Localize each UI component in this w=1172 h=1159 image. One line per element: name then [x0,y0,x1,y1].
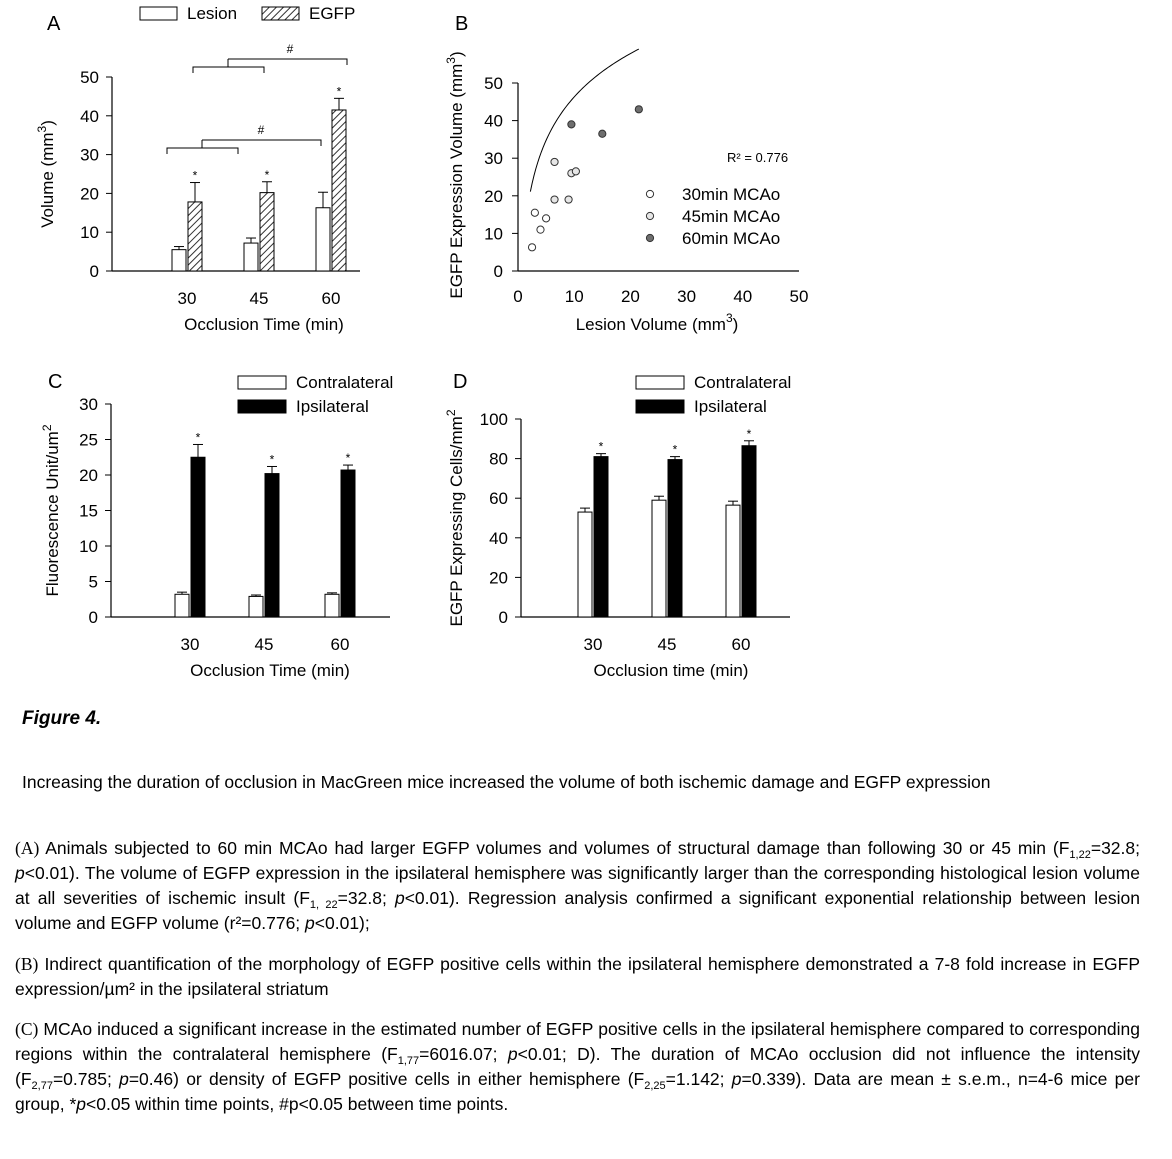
y-tick-label: 20 [80,184,99,204]
x-tick-label: 0 [513,287,523,306]
data-point-3 [635,106,642,113]
significance-mark: * [195,430,201,445]
x-axis-label: Occlusion Time (min) [184,315,344,334]
x-axis-label: Occlusion time (min) [593,661,749,680]
bar-lesion-30 [172,250,186,271]
significance-mark: * [746,426,752,441]
bar-egfp-30 [188,202,202,271]
bar-ipsilateral-45 [668,460,682,617]
paragraph-a-label: (A) [15,838,40,858]
bar-egfp-60 [332,110,346,271]
caption-paragraph-a: (A) Animals subjected to 60 min MCAo had larger EGFP volumes and volumes of structural damage than following 30 or 45 $\min (F_{1,22}=32.8$; p<0.01). The volume of EGFP expression in the ipsilateral hemisphere was significantly larger than the corresponding histological lesion volume at all severities of ischemic insult ($F_{1, 22}=32.8$; p<0.01). Regression analysis confirmed a significant exponential relationship between lesion volume and EGFP volume (r²=0.776; p<0.01); [15,838,1140,933]
bar-ipsilateral-30 [191,457,205,617]
x-tick-label: 45 [254,635,274,654]
panel-b [444,13,808,334]
bar-lesion-60 [316,208,330,271]
x-tick-label: 60 [321,289,341,308]
significance-mark: * [598,439,604,454]
legend-swatch-egfp [262,7,299,20]
x-tick-label: 40 [733,287,753,306]
y-tick-label: 30 [484,149,503,169]
x-tick-label: 30 [180,635,200,654]
data-point-1 [528,244,535,251]
y-tick-label: 50 [484,74,503,93]
x-tick-label: 50 [789,287,809,306]
panel-a [35,4,360,334]
significance-mark: * [264,167,270,182]
x-axis-label: Occlusion Time (min) [190,661,350,680]
legend-marker-2 [646,212,653,219]
legend-label-ipsilateral: Ipsilateral [694,397,767,416]
comparison-bracket [228,59,347,65]
legend-swatch-ipsilateral [636,400,684,413]
x-tick-label: 45 [249,289,269,308]
y-axis-label: Volume $(mm^3)$ [35,120,57,228]
data-point-1 [531,209,538,216]
y-tick-label: 100 [479,410,508,429]
figure-label: Figure 4. [22,708,102,729]
y-tick-label: 40 [489,528,508,548]
bar-egfp-45 [260,193,274,271]
regression-curve [530,49,638,192]
y-tick-label: 50 [80,68,99,87]
legend-swatch-lesion [140,7,177,20]
data-point-1 [543,215,550,222]
x-tick-label: 30 [177,289,197,308]
paragraph-b-label: (B) [15,954,39,974]
caption-paragraph-c: (C) MCAo induced a significant increase in the estimated number of EGFP positive cells in the ipsilateral hemisphere compared to corresponding regions within the contralateral hemisphere ($F_{1,77}=6016.07$; p<0.01; D). The duration of MCAo occlusion did not influence the intensity ($F_{2,77}=0.785$; p=0.46) or density of EGFP positive cells in either hemisphere ($F_{2,25}=1.142$; p=0.339). Data are mean ± s.e.m., n=4-6 mice per group, *p<0.05 within time points, #p<0.05 between time points. [15,1019,1140,1114]
y-axis-label: Fluorescence Unit/$um^2$ [40,424,62,597]
legend-label-ipsilateral: Ipsilateral [296,397,369,416]
legend-label-contralateral: Contralateral [296,373,394,392]
panel-letter: C [48,371,63,393]
y-tick-label: 0 [88,608,98,627]
x-tick-label: 10 [564,287,584,306]
data-point-1 [537,226,544,233]
x-tick-label: 30 [583,635,603,654]
y-axis-label: EGFP Expression Volume $(mm^3)$ [444,51,466,299]
bar-contralateral-45 [249,596,263,617]
panel-c [40,371,393,680]
comparison-bracket [202,140,321,146]
comparison-bracket [167,148,238,154]
y-axis-label: EGFP Expressing Cells/$mm^2$ [444,409,466,627]
panel-d [444,371,791,680]
paragraph-c-label: (C) [15,1019,39,1039]
significance-mark: * [192,168,198,183]
bar-contralateral-45 [652,500,666,617]
bar-contralateral-30 [578,512,592,617]
significance-mark: * [269,452,275,467]
y-tick-label: 25 [79,430,98,450]
y-tick-label: 0 [498,608,508,627]
y-tick-label: 10 [79,537,98,556]
y-tick-label: 10 [80,223,99,243]
data-point-2 [565,196,572,203]
significance-mark: * [336,84,342,99]
y-tick-label: 40 [484,111,503,131]
legend-marker-3 [646,234,653,241]
bar-ipsilateral-30 [594,457,608,617]
y-tick-label: 15 [79,501,98,521]
y-tick-label: 20 [79,466,98,485]
y-tick-label: 40 [80,106,99,126]
y-tick-label: 0 [89,262,99,281]
legend-label-3: 60min MCAo [682,229,781,248]
legend-label-1: 30min MCAo [682,185,781,204]
data-point-2 [551,196,558,203]
y-tick-label: 20 [484,186,503,206]
panel-letter: D [453,371,468,393]
r-squared-annotation: R² = 0.776 [727,150,789,165]
x-axis-label: Lesion Volume $(mm^3)$ [575,311,739,334]
bar-ipsilateral-45 [265,474,279,617]
x-tick-label: 60 [330,635,350,654]
legend-swatch-ipsilateral [238,400,286,413]
legend-label-egfp: EGFP [309,4,356,23]
y-tick-label: 10 [484,224,503,244]
y-tick-label: 30 [79,395,98,414]
data-point-3 [599,130,606,137]
legend-marker-1 [646,190,653,197]
panel-letter: A [47,13,61,35]
x-tick-label: 45 [657,635,677,654]
x-tick-label: 60 [731,635,751,654]
significance-mark: * [672,442,678,457]
y-tick-label: 30 [80,145,99,165]
bar-contralateral-60 [726,505,740,617]
between-mark: # [257,123,265,137]
bar-contralateral-30 [175,594,189,617]
comparison-bracket [193,67,264,73]
bar-ipsilateral-60 [742,446,756,617]
y-tick-label: 5 [88,572,98,592]
legend-label-2: 45min MCAo [682,207,781,226]
y-tick-label: 20 [489,568,508,588]
y-tick-label: 60 [489,489,508,509]
data-point-2 [551,158,558,165]
y-tick-label: 0 [493,262,503,281]
bar-lesion-45 [244,243,258,271]
legend-label-lesion: Lesion [187,4,238,23]
bar-ipsilateral-60 [341,470,355,617]
data-point-3 [568,121,575,128]
between-mark: # [286,42,294,56]
bar-contralateral-60 [325,594,339,617]
x-tick-label: 30 [677,287,697,306]
legend-swatch-contralateral [636,376,684,389]
y-tick-label: 80 [489,449,508,469]
panel-letter: B [455,13,469,35]
caption-heading: Increasing the duration of occlusion in MacGreen mice increased the volume of both ischemic damage and EGFP expression [22,772,991,792]
legend-swatch-contralateral [238,376,286,389]
legend-label-contralateral: Contralateral [694,373,792,392]
significance-mark: * [345,451,351,466]
x-tick-label: 20 [620,287,640,306]
caption-paragraph-b: (B) Indirect quantification of the morphology of EGFP positive cells within the ipsilateral hemisphere demonstrated a 7-8 fold increase in EGFP expression/µm² in the ipsilateral striatum [15,954,1140,999]
data-point-2 [572,168,579,175]
